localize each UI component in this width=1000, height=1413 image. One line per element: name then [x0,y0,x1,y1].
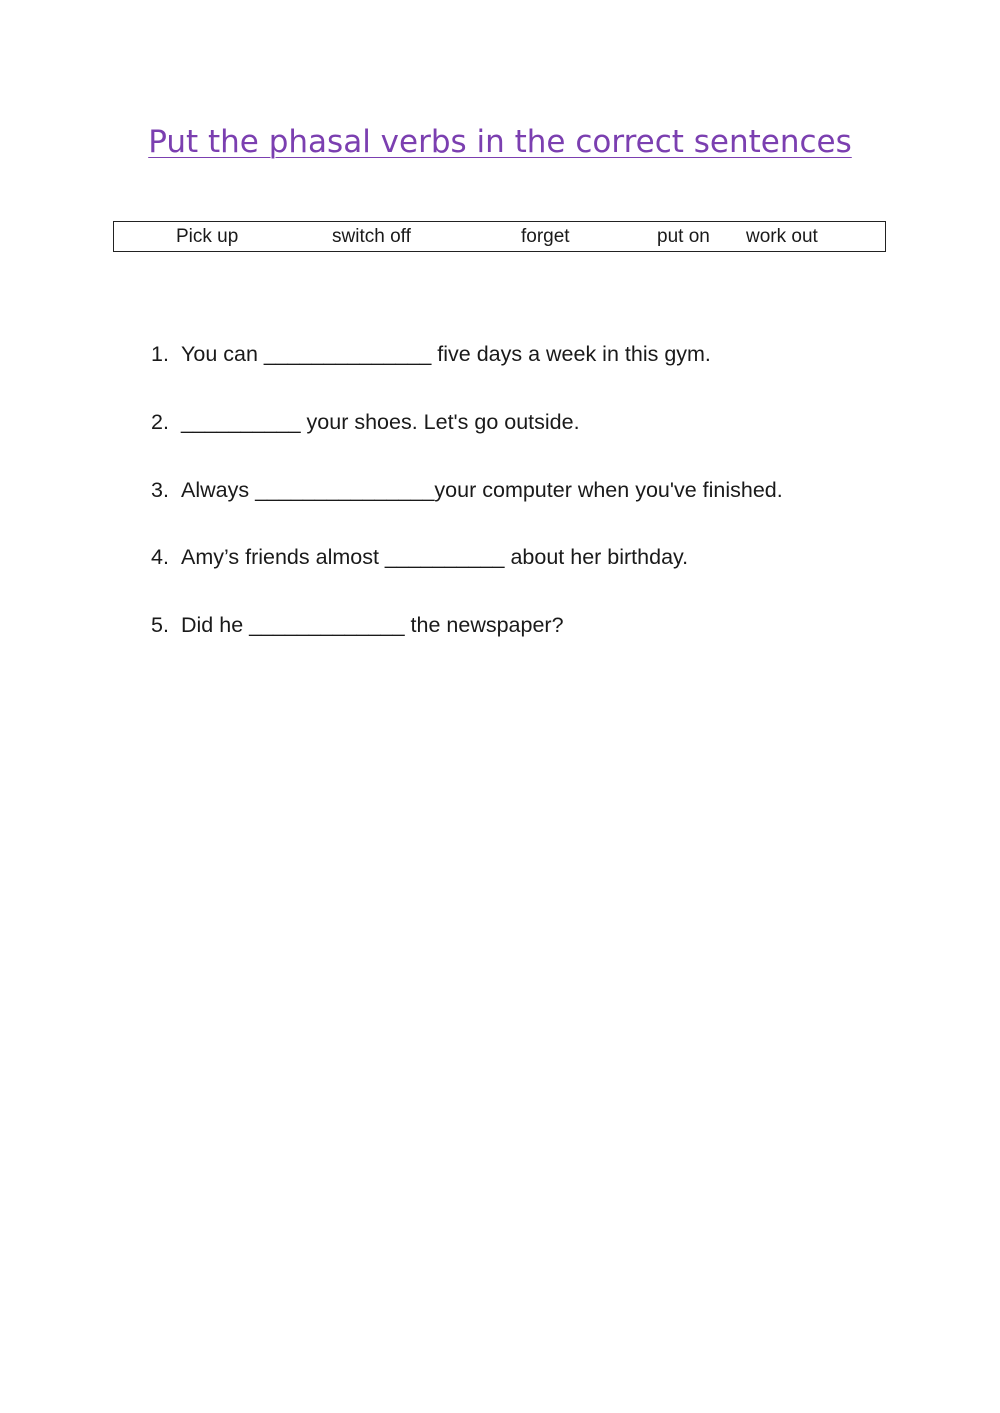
word-bank-item: Pick up [176,226,239,247]
question-item [151,340,711,368]
question-number: 5. [151,613,169,637]
word-bank-item: put on [657,226,710,247]
question-text: Always _______________your computer when you've finished. [181,478,783,502]
question-text: __________ your shoes. Let's go outside. [181,410,580,434]
question-text: Amy’s friends almost __________ about her birthday. [181,545,689,569]
question-item [151,476,783,504]
question-text: You can ______________ five days a week in this gym. [181,342,711,366]
question-item [151,408,580,436]
question-item [151,543,688,571]
question-number: 1. [151,342,169,366]
question-text: Did he _____________ the newspaper? [181,613,564,637]
question-number: 4. [151,545,169,569]
question-item [151,611,564,639]
word-bank-item: switch off [332,226,411,247]
word-bank-item: work out [746,226,818,247]
word-bank-box [113,221,886,252]
question-number: 3. [151,478,169,502]
page-title [0,120,1000,164]
question-number: 2. [151,410,169,434]
page-title-text: Put the phasal verbs in the correct sentences [148,124,852,160]
word-bank-item: forget [521,226,570,247]
